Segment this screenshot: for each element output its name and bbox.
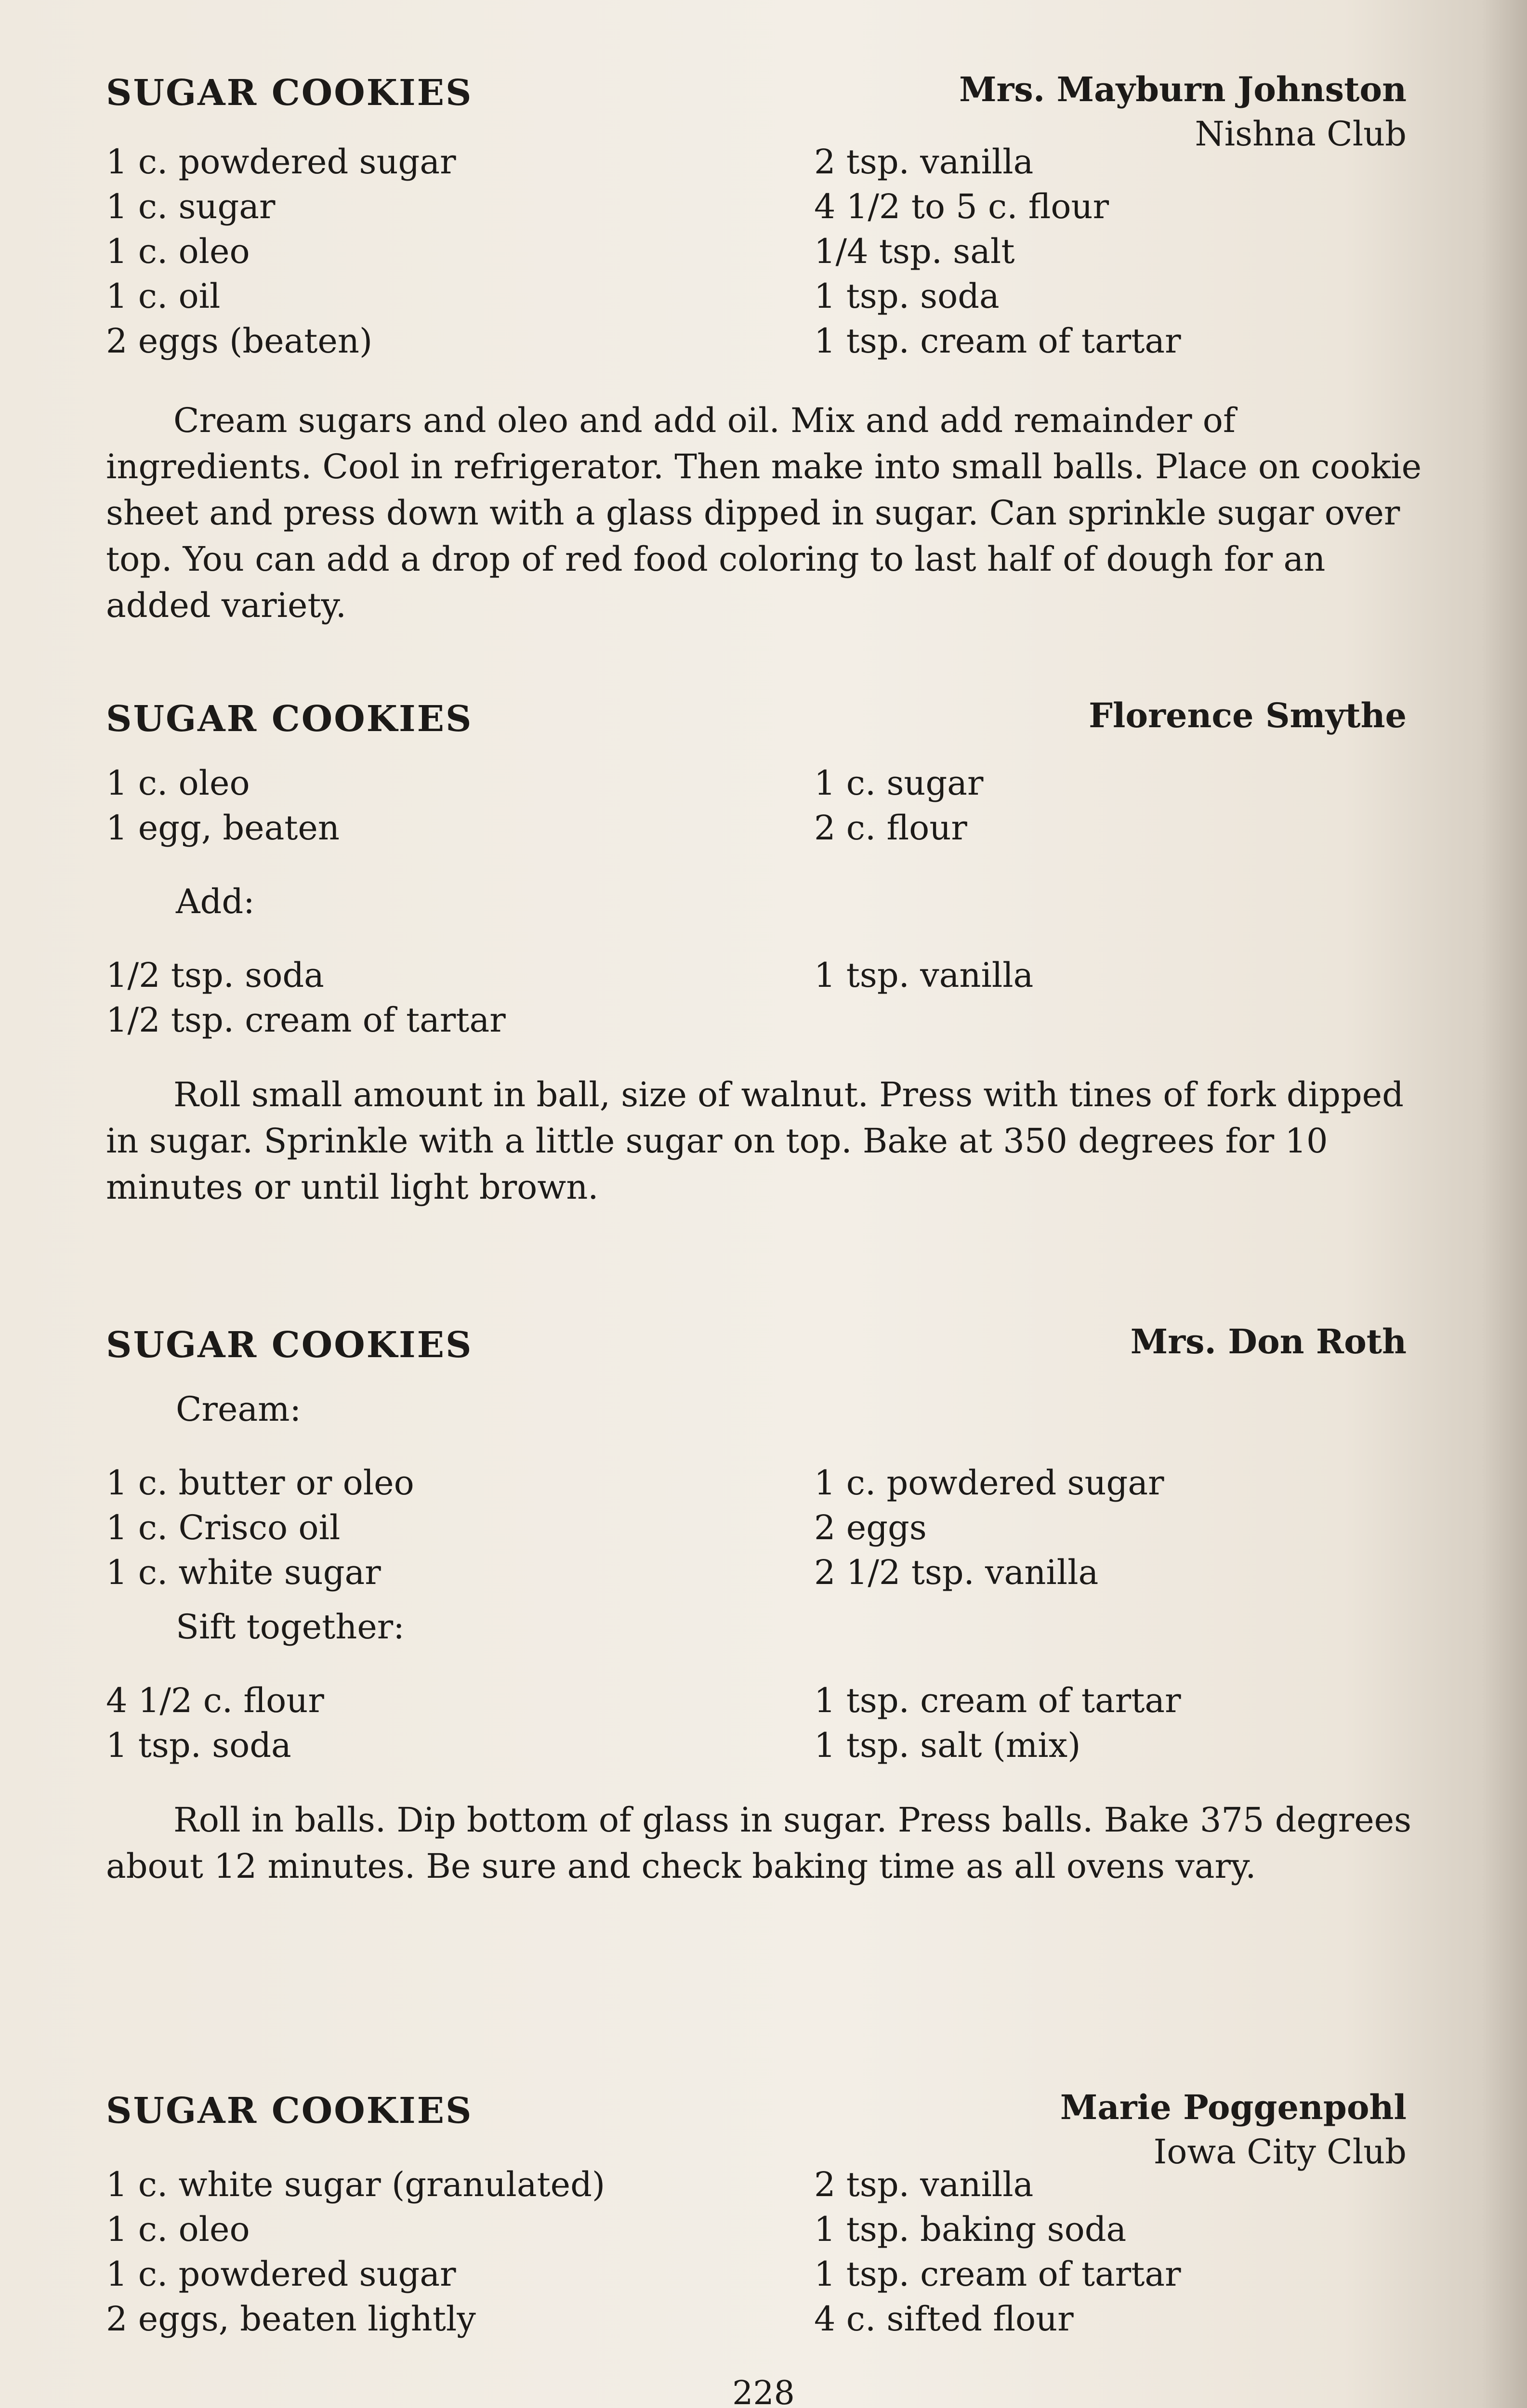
recipe-title: SUGAR COOKIES [106, 72, 473, 114]
ingredient: 1 c. white sugar (granulated) [106, 2165, 606, 2204]
recipe-sugar-cookies-smythe [106, 694, 1445, 1210]
ingredient: 2 eggs [814, 1508, 927, 1547]
recipe-author: Mrs. Don Roth [1130, 1322, 1407, 1361]
ingredient-column-right [814, 761, 1440, 851]
ingredient-column-left [106, 2162, 814, 2342]
page-number: 228 [732, 2374, 795, 2408]
ingredient: 1 c. oleo [106, 232, 250, 271]
recipe-sugar-cookies-johnston [106, 67, 1445, 628]
recipe-club: Nishna Club [1195, 114, 1407, 154]
recipe-directions: Roll in balls. Dip bottom of glass in sugar. Press balls. Bake 375 degrees about 12 minutes. Be sure and check baking time as all ovens vary. [106, 1800, 1412, 1886]
ingredient-column-left [106, 761, 814, 851]
recipe-title: SUGAR COOKIES [106, 698, 473, 740]
ingredient: 2 eggs, beaten lightly [106, 2299, 476, 2339]
ingredient-column-left [106, 140, 814, 364]
ingredient: 2 tsp. vanilla [814, 2165, 1034, 2204]
ingredient-column-right [814, 953, 1440, 1043]
recipe-club: Iowa City Club [1153, 2132, 1407, 2172]
ingredient: 1 c. oleo [106, 763, 250, 803]
recipe-author: Marie Poggenpohl [1060, 2087, 1407, 2127]
ingredient: 1 c. powdered sugar [106, 142, 456, 182]
ingredient: 1 c. powdered sugar [106, 2254, 456, 2294]
recipe-title: SUGAR COOKIES [106, 1324, 473, 1366]
ingredient-group-label: Sift together: [176, 1607, 405, 1647]
ingredient: 1 tsp. vanilla [814, 955, 1034, 995]
ingredient-column-right [814, 140, 1440, 364]
ingredient: 1 c. oleo [106, 2210, 250, 2249]
ingredient: 4 1/2 c. flour [106, 1681, 324, 1720]
recipe-author-block [1089, 694, 1407, 738]
ingredient: 1 c. white sugar [106, 1553, 381, 1592]
ingredient-list [106, 140, 1445, 364]
ingredient: 1 tsp. cream of tartar [814, 1681, 1181, 1720]
ingredient-group-label: Cream: [176, 1389, 302, 1429]
ingredient: 1 c. Crisco oil [106, 1508, 341, 1547]
ingredient-list [106, 2162, 1445, 2342]
ingredient: 1 tsp. salt (mix) [814, 1726, 1081, 1765]
recipe-author: Mrs. Mayburn Johnston [959, 69, 1407, 109]
ingredient-column-right [814, 1678, 1440, 1768]
ingredient: 2 tsp. vanilla [814, 142, 1034, 182]
ingredient: 1 c. oil [106, 276, 221, 316]
ingredient: 1 tsp. cream of tartar [814, 2254, 1181, 2294]
ingredient: 1 egg, beaten [106, 808, 340, 848]
ingredient-column-left [106, 953, 814, 1043]
ingredient: 1/2 tsp. soda [106, 955, 324, 995]
recipe-sugar-cookies-roth [106, 1320, 1445, 1889]
ingredient-column-left [106, 1461, 814, 1595]
ingredient: 1 tsp. soda [106, 1726, 291, 1765]
ingredient: 2 1/2 tsp. vanilla [814, 1553, 1099, 1592]
recipe-directions: Cream sugars and oleo and add oil. Mix and add remainder of ingredients. Cool in refrigerator. Then make into small balls. Place on cookie sheet and press down with a glass dipped in sugar. Can sprinkle sugar over top. You can add a drop of red food coloring to last half of dough for an added variety. [106, 401, 1422, 625]
recipe-title: SUGAR COOKIES [106, 2090, 473, 2132]
ingredient: 2 eggs (beaten) [106, 321, 373, 361]
ingredient: 1 c. sugar [814, 763, 984, 803]
ingredient-list [106, 761, 1445, 851]
ingredient-column-right [814, 1461, 1440, 1595]
recipe-directions: Roll small amount in ball, size of walnut. Press with tines of fork dipped in sugar. Sprinkle with a little sugar on top. Bake at 350 degrees for 10 minutes or until light brown. [106, 1075, 1404, 1207]
ingredient: 1 tsp. soda [814, 276, 1000, 316]
ingredient-column-right [814, 2162, 1440, 2342]
ingredient: 1/2 tsp. cream of tartar [106, 1000, 506, 1040]
ingredient: 1/4 tsp. salt [814, 232, 1015, 271]
recipe-sugar-cookies-poggenpohl [106, 2085, 1445, 2342]
recipe-author-block [959, 67, 1407, 156]
ingredient-column-left [106, 1678, 814, 1768]
ingredient-group-label: Add: [176, 882, 255, 921]
recipe-author: Florence Smythe [1089, 695, 1407, 735]
ingredient: 4 c. sifted flour [814, 2299, 1074, 2339]
ingredient-list [106, 1461, 1445, 1595]
ingredient: 1 c. butter or oleo [106, 1463, 414, 1503]
ingredient: 1 c. sugar [106, 187, 276, 226]
recipe-author-block [1131, 1320, 1407, 1364]
ingredient: 1 tsp. cream of tartar [814, 321, 1181, 361]
recipe-author-block [1060, 2085, 1407, 2174]
ingredient-list [106, 953, 1445, 1043]
ingredient: 1 c. powdered sugar [814, 1463, 1164, 1503]
ingredient: 1 tsp. baking soda [814, 2210, 1127, 2249]
ingredient-list [106, 1678, 1445, 1768]
ingredient: 2 c. flour [814, 808, 967, 848]
ingredient: 4 1/2 to 5 c. flour [814, 187, 1109, 226]
